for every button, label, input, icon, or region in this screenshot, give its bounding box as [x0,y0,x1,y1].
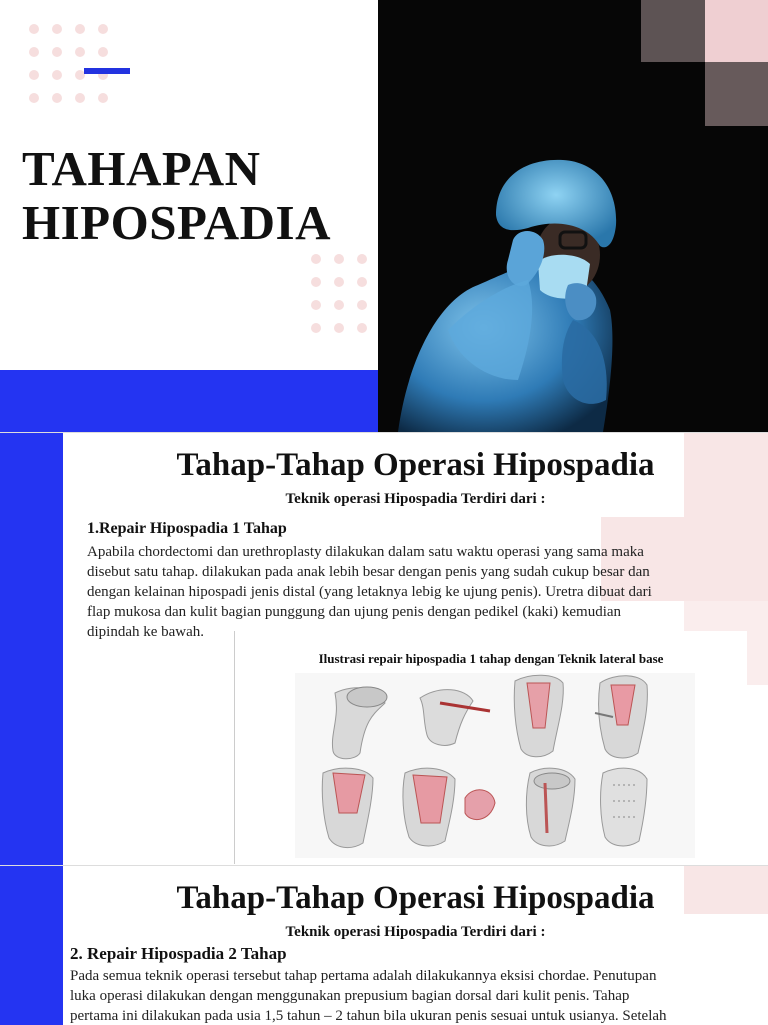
step-h-illustration [601,768,647,846]
content-slide-1 [0,432,768,865]
slide-subheading: Teknik operasi Hipospadia Terdiri dari : [285,491,546,507]
section-paragraph [87,542,747,642]
slide-heading: Tahap-Tahap Operasi Hipospadia [176,880,655,916]
illustration-figure [234,631,747,864]
content-slide-2 [0,865,768,1025]
slide-subheading: Teknik operasi Hipospadia Terdiri dari : [285,924,546,940]
title-slide [0,0,768,432]
paragraph-line: dengan kelainan hipospadi jenis distal (yang letaknya lebig ke ujung penis). Uretra dibuat dari [87,584,652,600]
paragraph-line: pertama ini dilakukan pada usia 1,5 tahun – 2 tahun bila ukuran penis sesuai untuk usianya. Setelah [70,1008,667,1024]
slide-title [22,142,331,250]
paragraph-line: Apabila chordectomi dan urethroplasty dilakukan dalam satu waktu operasi yang sama maka [87,544,644,560]
section-title: 1.Repair Hipospadia 1 Tahap [87,520,287,537]
left-blue-strip [0,433,63,865]
decor-square-2 [705,0,768,62]
slide-heading: Tahap-Tahap Operasi Hipospadia [176,447,655,483]
decor-square-1 [641,0,705,62]
paragraph-line: disebut satu tahap. dilakukan pada anak lebih besar dengan penis yang sudah cukup besar dan [87,564,650,580]
figure-caption: Ilustrasi repair hipospadia 1 tahap dengan Teknik lateral base [318,651,664,666]
paragraph-line: luka operasi dilakukan dengan menggunakan prepusium bagian dorsal dari kulit penis. Tahap [70,988,630,1004]
left-blue-strip [0,866,63,1025]
paragraph-line: Pada semua teknik operasi tersebut tahap pertama adalah dilakukannya eksisi chordae. Penutupan [70,968,657,984]
section-paragraph [70,966,760,1025]
blue-footer-bar [0,370,378,432]
section-title: 2. Repair Hipospadia 2 Tahap [70,944,287,963]
paragraph-line: dipindah ke bawah. [87,624,205,640]
surgical-steps-illustration [295,673,695,858]
decor-square-3 [705,62,768,126]
paragraph-line: flap mukosa dan kulit bagian punggung dan ujung penis dengan pedikel (kaki) kemudian [87,604,622,620]
title-line-2: HIPOSPADIA [22,195,332,250]
title-line-1: TAHAPAN [22,141,261,196]
accent-dash [84,68,130,74]
